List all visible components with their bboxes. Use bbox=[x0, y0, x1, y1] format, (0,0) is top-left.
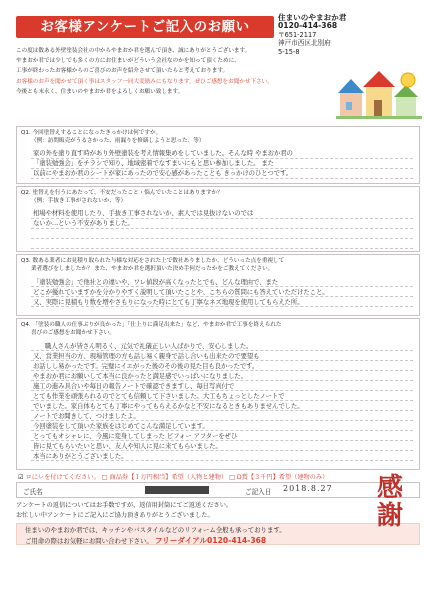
q1-answer-line: 「塗装勉強会」をチラシで知り、地域密着でなすまいにもと思い参加しました。 また bbox=[33, 159, 274, 167]
name-redacted-block bbox=[145, 486, 209, 494]
company-address-1: 神戸市西区北別府 bbox=[278, 39, 331, 48]
q3-box bbox=[16, 254, 420, 316]
q1-answer-line: 以前にやまおか君のシートが家にあったので安心感があったことも きっかけのひとつです。 bbox=[33, 169, 293, 177]
q4-answer-line: とってもオシャレに、今風に変身してしまった ビフォー アフターをぜひ bbox=[33, 432, 238, 440]
q2-question: Q2. 塗替えを行うにあたって、不安だったこと・悩んでいたことはありますか？ bbox=[21, 190, 223, 196]
prize-options bbox=[18, 472, 329, 481]
return-notes bbox=[16, 501, 346, 521]
q3-question: Q3. 数ある業者にお見積り取られた与様な対応をされた上で数社ありましたか、どういった点を重視して bbox=[21, 258, 285, 264]
q4-answer-line: ノートでお聞きして、つけましたよ。 bbox=[33, 412, 140, 420]
q2-box bbox=[16, 186, 420, 252]
notes-line-2: お忙しい中アンケートにご記入にご協力頂きありがとうございました。 bbox=[16, 512, 214, 519]
company-tel: 0120-414-368 bbox=[278, 21, 338, 31]
prize-text: ロにレを付けてください。 □ 商品券【１万円相当】希望（人物と建物） □ D賞【３千円】希望（建物のみ） bbox=[25, 474, 329, 481]
q1-answer-line: 家の外を塗り直す時があり外壁塗装を考え情報集めをしていました。そんな時 やまおか君の bbox=[33, 149, 293, 157]
banner-line-1: 住まいのやまおか君では、キッチンやバスタイルなどのリフォーム全般も承っております。 bbox=[25, 526, 286, 534]
intro-line-4: お客様のお声を聞かせて頂く事はスタッフ一同大変励みにもなります。ぜひご感想をお聞かせ下さい。 bbox=[16, 78, 273, 85]
intro-line-1: この度は数ある外壁塗装会社の中からやまおか君を選んで頂き、誠にありがとうございます。 bbox=[16, 48, 251, 54]
q4-answer-line: 又、営業担当の方、現場管理の方も話し易く親身で話し合いも出来たので要望も bbox=[33, 352, 260, 360]
survey-sheet bbox=[6, 4, 418, 596]
q3-question-line-2: 業者選びをしましたか？ また、やまおか君を選択頂いた決め手何だったかをご教えてください。 bbox=[31, 266, 274, 272]
reform-banner bbox=[16, 523, 420, 545]
company-name: 住まいのやまおか君 bbox=[278, 13, 347, 22]
q4-answer-line: 職人さんが皆さん明るく、元気で礼儀正しい人ばかりで、安心しました。 bbox=[45, 342, 253, 350]
q3-answer-line: どこが優れていますかを分かりやすく説明して頂いたことや、こちらの質問にも答えていただけたこと。 bbox=[33, 288, 329, 296]
q4-answer-line: お話しし易かったです。完璧にイエがった後のその後の見た目も良かったです。 bbox=[33, 362, 259, 370]
q2-answer-line: 相場や材料を使用したり、手抜き工事されないか、素人では見抜けないのでは bbox=[33, 209, 254, 217]
q4-answer-line: でいました。家自体もとても丁寧にやってもらえるかなと不安になるときもありませんでした。 bbox=[33, 402, 304, 410]
q4-answer-line: やまおか君にお願いして本当に良かったと満足感でいっぱいになりました。 bbox=[33, 372, 247, 380]
free-dial-number[interactable]: フリーダイアル0120-414-368 bbox=[154, 536, 267, 545]
q4-answer-line: とても作業を頑張られるのでとても信頼して下さいました。大工もちょっとしたノートで bbox=[33, 392, 285, 400]
houses-illustration bbox=[336, 62, 422, 124]
q3-answer-line: 又、実際に見積もり数を増やさもりになった時にとても丁寧なネズ地現を使用してもらえた所。 bbox=[33, 298, 304, 306]
company-postal: 〒651-2117 bbox=[278, 30, 317, 39]
name-label: ご氏名 bbox=[23, 488, 43, 496]
banner-line-2 bbox=[25, 535, 266, 546]
date-label: ご記入日 bbox=[245, 488, 272, 496]
checkbox-checked-icon[interactable]: ☑ bbox=[18, 474, 24, 481]
date-value: 2018.8.27 bbox=[283, 484, 333, 493]
q1-question: Q1. 今回塗替えすることになったきっかけは何ですか。 bbox=[21, 130, 162, 136]
q4-question-line-2: 喜びのご感想をお聞かせ下さい。 bbox=[31, 330, 115, 336]
thanks-stamp bbox=[366, 474, 414, 530]
intro-line-3: 工事が終わったお客様からのご喜びのお声を紹介させて頂いたらと考えております。 bbox=[16, 68, 229, 75]
q1-box bbox=[16, 126, 420, 184]
page-title: お客様アンケートご記入のお願い bbox=[16, 16, 274, 38]
q2-example: （例：手抜き工事がされないか、等） bbox=[31, 198, 127, 204]
q4-answer-line: 本当にありがとうございました。 bbox=[33, 452, 128, 460]
q4-answer-line: 施工の進み具合いや毎日の報告ノートで確認できますし、毎日写真付で bbox=[33, 382, 235, 390]
q4-box bbox=[16, 318, 420, 470]
q4-answer-line: 皆に見てもらいたいと思い、友人や知人に見に来てもらいました。 bbox=[33, 442, 222, 450]
intro-line-2: やまおか君では少しでも多くの方にお住まいがどういう会社なのかを知って頂くために、 bbox=[16, 58, 240, 65]
q3-answer-line: 「塗装勉強会」で他社との違いや、ワレ値段が高くなったとでも、どんな理由で、また bbox=[33, 278, 279, 286]
intro-text bbox=[16, 46, 316, 97]
q4-answer-line: 今回塗装をして頂いた家族をはじめてこんな満足しています。 bbox=[33, 422, 209, 430]
notes-line-1: アンケートの返信についてはお手数ですが、返信用封筒にてご返送ください。 bbox=[16, 502, 233, 509]
banner-line-2-prefix: ご用命の際はお気軽にお問い合わせ下さい。 bbox=[25, 537, 153, 545]
intro-line-5: 今後とも末永く、住まいのやまおか君をよろしくお願い致します。 bbox=[16, 88, 184, 95]
thanks-char-2: 謝 bbox=[376, 501, 403, 531]
q2-answer-line: ないか…という不安がありました。 bbox=[33, 219, 134, 227]
q1-example: （例：訪問販売がうるさかった、雨漏りを修繕しようと思った、等） bbox=[31, 138, 205, 144]
thanks-char-1: 感 bbox=[376, 473, 403, 503]
q4-question: Q4. 「塗装の職人の仕事ぶりが良かった」「仕上りに満足出来た」など、やまおか君で工事を終えられた bbox=[21, 322, 282, 328]
name-date-row bbox=[16, 482, 420, 498]
company-address-2: 5-15-8 bbox=[278, 47, 300, 56]
